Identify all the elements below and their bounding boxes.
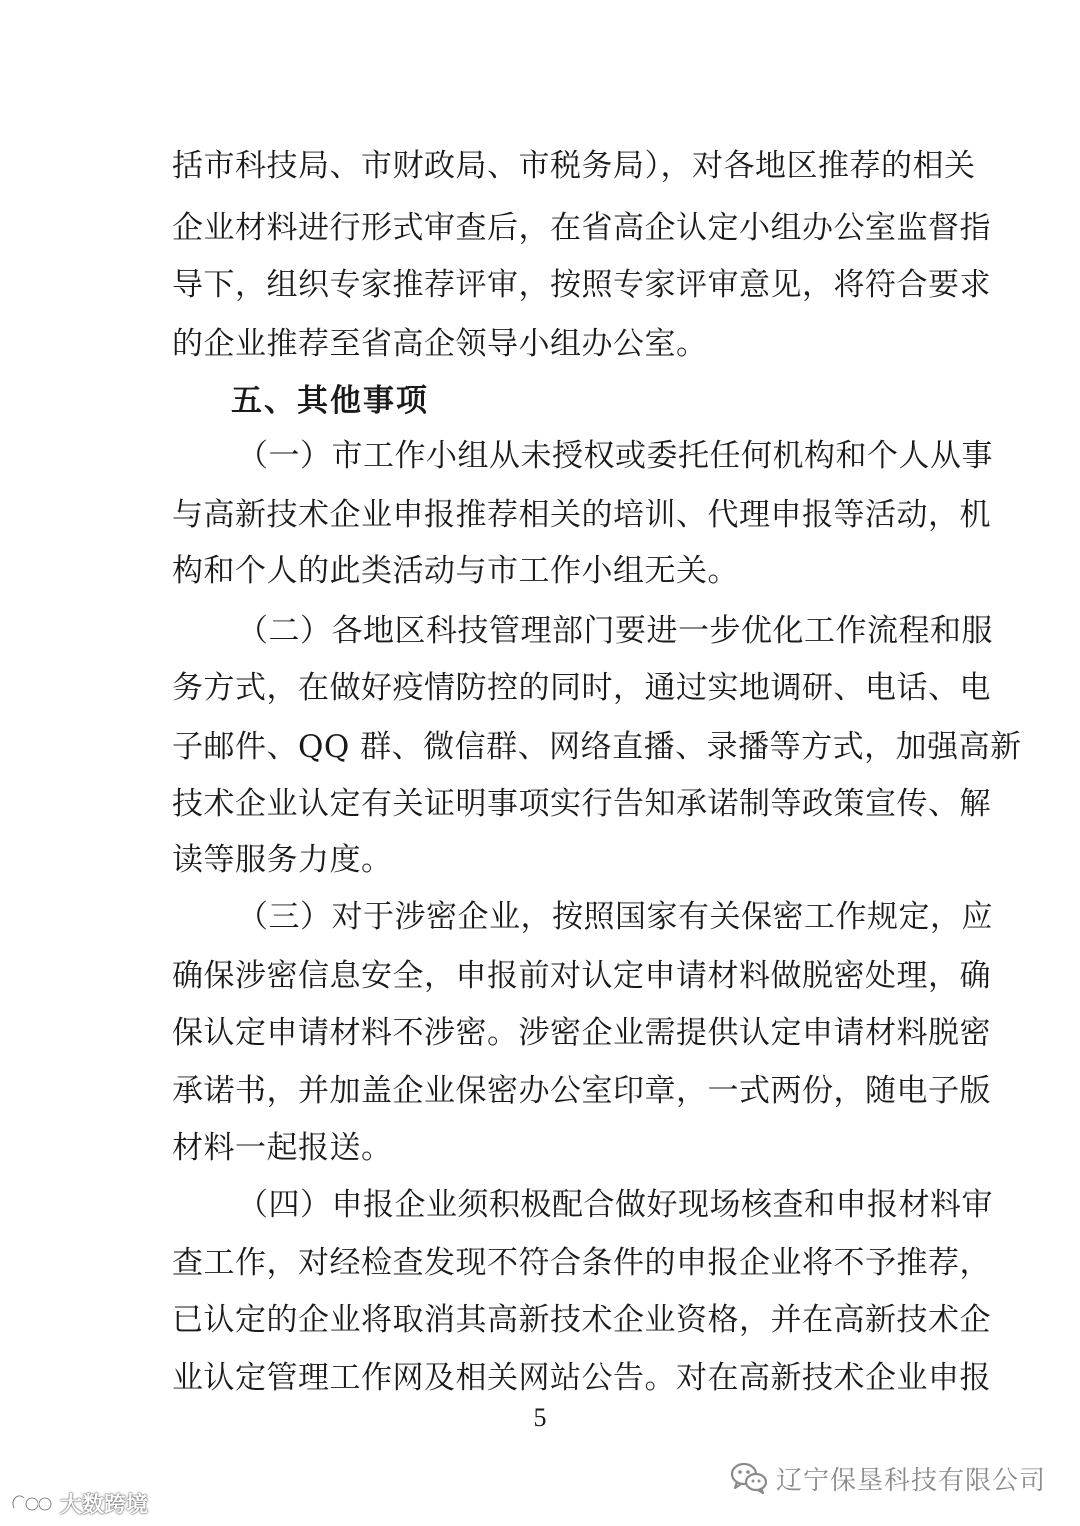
text-line: 括市科技局、市财政局、市税务局），对各地区推荐的相关 [172,148,976,184]
watermark-text: 大数跨境 [60,1492,149,1518]
text-line: 技术企业认定有关证明事项实行告知承诺制等政策宣传、解 [172,786,991,822]
text-line: 保认定申请材料不涉密。涉密企业需提供认定申请材料脱密 [172,1015,991,1051]
text-line: 承诺书，并加盖企业保密办公室印章，一式两份，随电子版 [172,1073,991,1109]
text-line: （一）市工作小组从未授权或委托任何机构和个人从事 [237,438,993,474]
source-watermark [730,1458,1046,1498]
wechat-icon [730,1461,768,1495]
section-heading: 五、其他事项 [231,383,429,419]
text-line: 企业材料进行形式审查后，在省高企认定小组办公室监督指 [172,210,991,246]
text-line: 导下，组织专家推荐评审，按照专家评审意见，将符合要求 [172,267,991,303]
platform-watermark [8,1488,148,1518]
logo-icon [8,1490,54,1516]
text-line: 确保涉密信息安全，申报前对认定申请材料做脱密处理，确 [172,958,991,994]
watermark-text: 辽宁保垦科技有限公司 [776,1465,1047,1496]
page-number: 5 [533,1403,547,1432]
text-line: （四）申报企业须积极配合做好现场核查和申报材料审 [237,1187,993,1223]
text-line: 的企业推荐至省高企领导小组办公室。 [172,326,708,362]
text-line: 读等服务力度。 [172,842,393,878]
text-line: 构和个人的此类活动与市工作小组无关。 [172,553,739,589]
text-line: 务方式，在做好疫情防控的同时，通过实地调研、电话、电 [172,670,991,706]
text-line: 业认定管理工作网及相关网站公告。对在高新技术企业申报 [172,1360,991,1396]
text-line: （二）各地区科技管理部门要进一步优化工作流程和服 [237,613,993,649]
text-line: （三）对于涉密企业，按照国家有关保密工作规定，应 [237,899,993,935]
text-line: 材料一起报送。 [172,1130,393,1166]
text-line: 查工作，对经检查发现不符合条件的申报企业将不予推荐， [172,1245,991,1281]
text-line: 子邮件、QQ 群、微信群、网络直播、录播等方式，加强高新 [172,729,1022,765]
text-line: 已认定的企业将取消其高新技术企业资格，并在高新技术企 [172,1302,991,1338]
text-line: 与高新技术企业申报推荐相关的培训、代理申报等活动，机 [172,497,991,533]
